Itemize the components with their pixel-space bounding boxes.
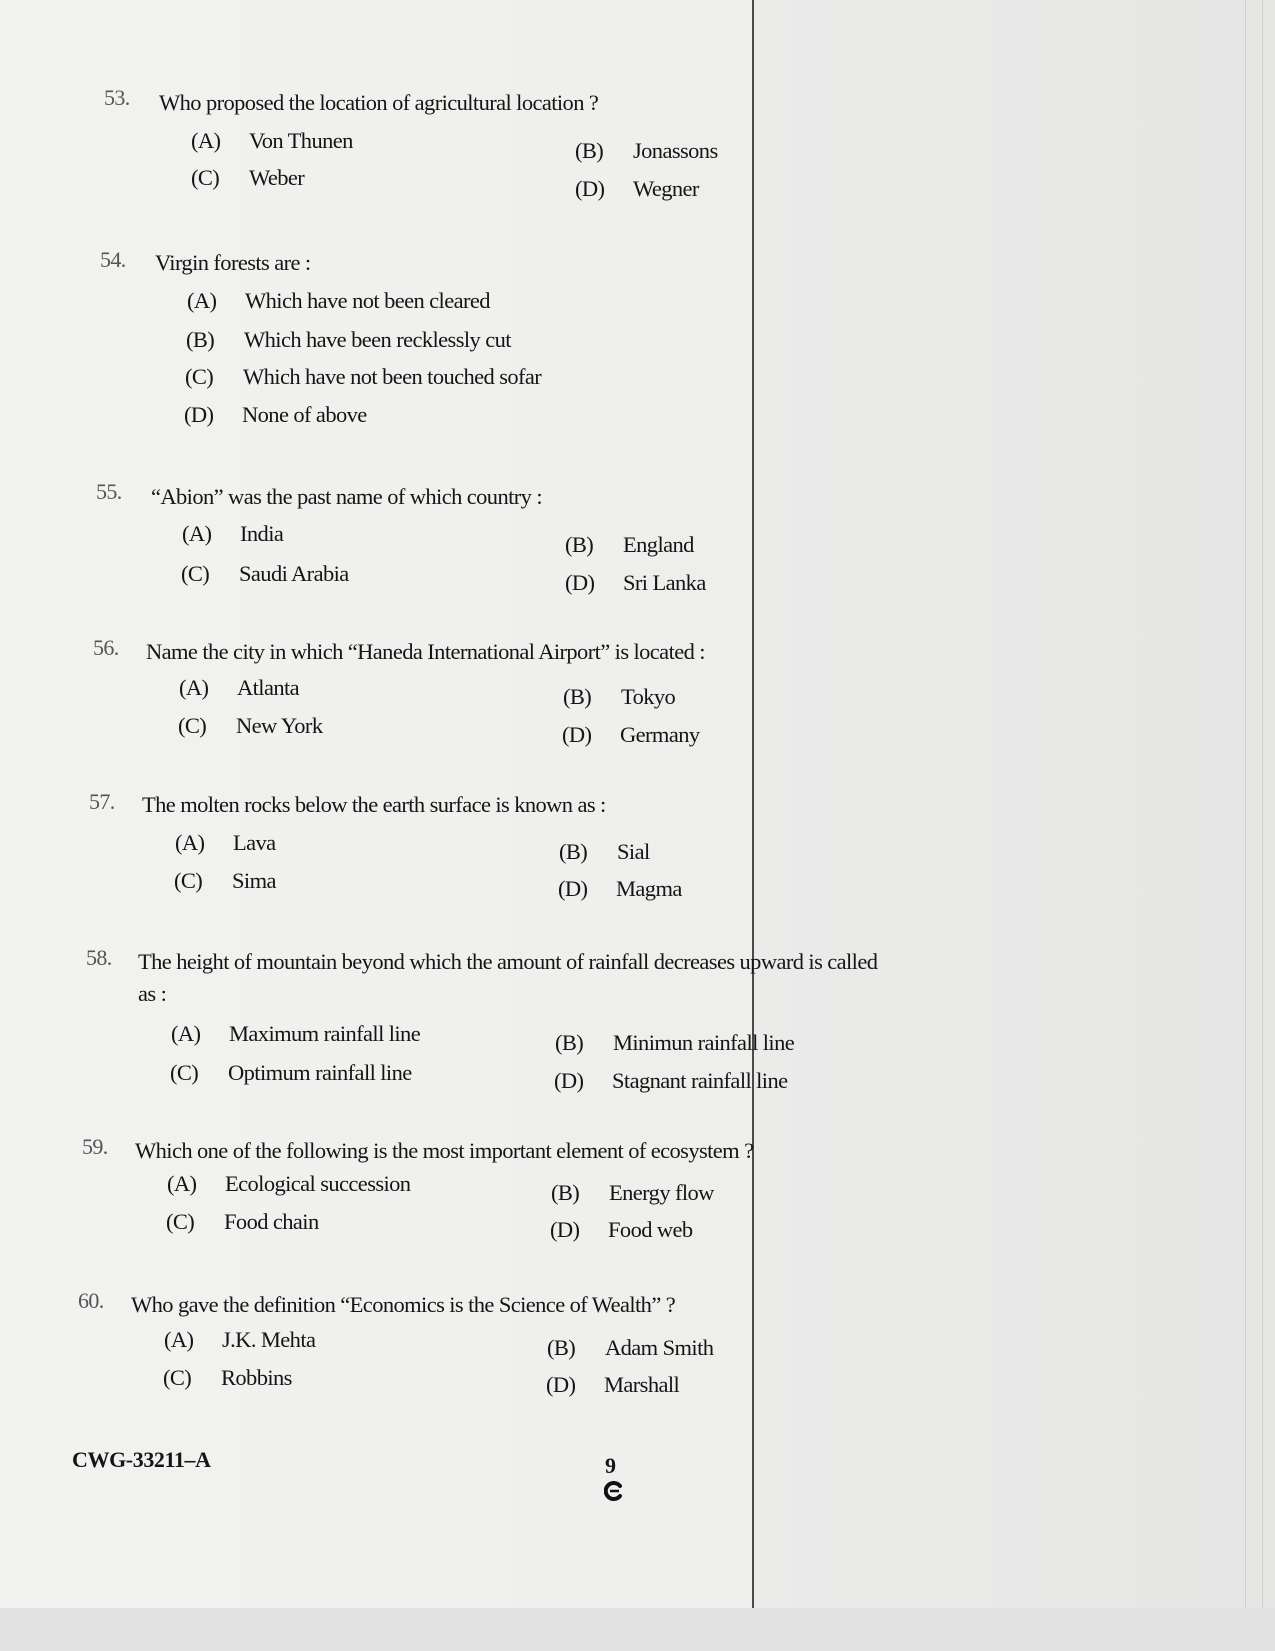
option-letter: (A) <box>191 128 221 153</box>
option-letter: (B) <box>559 839 588 864</box>
option-c <box>170 1060 412 1086</box>
question-number: 57. <box>89 789 115 814</box>
option-d <box>550 1217 693 1243</box>
option-c <box>185 364 541 390</box>
option-b <box>547 1335 713 1361</box>
question-text: The height of mountain beyond which the amount of rainfall decreases upward is called as : <box>138 949 878 1006</box>
option-text: Food web <box>608 1217 693 1242</box>
option-text: Optimum rainfall line <box>228 1060 412 1085</box>
option-letter: (D) <box>550 1217 580 1242</box>
option-letter: (B) <box>575 138 604 163</box>
option-letter: (B) <box>547 1335 576 1360</box>
option-text: Weber <box>249 165 305 190</box>
option-text: Wegner <box>633 176 699 201</box>
option-b <box>559 839 650 865</box>
option-text: Minimun rainfall line <box>613 1030 795 1055</box>
page-fold-line <box>752 0 754 1610</box>
option-text: Which have not been touched sofar <box>243 364 542 389</box>
option-b <box>551 1180 714 1206</box>
option-text: Marshall <box>604 1372 680 1397</box>
option-c <box>174 868 276 894</box>
option-a <box>182 521 283 547</box>
option-letter: (A) <box>182 521 212 546</box>
option-text: Sima <box>232 868 276 893</box>
option-letter: (A) <box>167 1171 197 1196</box>
option-text: Maximum rainfall line <box>229 1021 421 1046</box>
option-letter: (D) <box>575 176 605 201</box>
question-number: 53. <box>104 85 130 110</box>
question-number: 54. <box>100 247 126 272</box>
option-d <box>558 876 682 902</box>
option-text: Saudi Arabia <box>239 561 349 586</box>
option-text: Ecological succession <box>225 1171 411 1196</box>
option-letter: (A) <box>164 1327 194 1352</box>
option-text: Sri Lanka <box>623 570 706 595</box>
option-letter: (D) <box>554 1068 584 1093</box>
question-text: Virgin forests are : <box>155 250 311 275</box>
booklet-code: CWG-33211–A <box>72 1447 211 1472</box>
option-letter: (D) <box>184 402 214 427</box>
option-d <box>565 570 706 596</box>
option-text: Energy flow <box>609 1180 714 1205</box>
option-text: England <box>623 532 694 557</box>
option-letter: (B) <box>563 684 592 709</box>
option-letter: (A) <box>175 830 205 855</box>
option-c <box>191 165 304 191</box>
option-a <box>167 1171 410 1197</box>
question-text: The molten rocks below the earth surface is known as : <box>142 792 606 817</box>
option-letter: (C) <box>178 713 207 738</box>
option-d <box>575 176 699 202</box>
question-text: Who gave the definition “Economics is the Science of Wealth” ? <box>131 1292 676 1317</box>
option-c <box>181 561 349 587</box>
option-letter: (B) <box>186 327 215 352</box>
option-b <box>575 138 718 164</box>
option-text: None of above <box>242 402 367 427</box>
option-b <box>565 532 694 558</box>
option-text: J.K. Mehta <box>222 1327 316 1352</box>
option-a <box>175 830 276 856</box>
option-text: New York <box>236 713 323 738</box>
question-text: Who proposed the location of agricultural location ? <box>159 90 599 115</box>
option-c <box>166 1209 319 1235</box>
option-text: Stagnant rainfall line <box>612 1068 788 1093</box>
rough-work-panel <box>754 0 1275 1651</box>
option-letter: (A) <box>187 288 217 313</box>
option-text: Jonassons <box>633 138 718 163</box>
option-d <box>546 1372 679 1398</box>
option-letter: (D) <box>558 876 588 901</box>
option-a <box>191 128 353 154</box>
question-number: 55. <box>96 479 122 504</box>
page-number: 9 <box>605 1453 616 1478</box>
option-letter: (B) <box>555 1030 584 1055</box>
question-number: 56. <box>93 635 119 660</box>
option-letter: (D) <box>562 722 592 747</box>
option-letter: (C) <box>163 1365 192 1390</box>
option-text: Von Thunen <box>249 128 353 153</box>
option-text: Robbins <box>221 1365 292 1390</box>
page-edge-line <box>1245 0 1246 1651</box>
option-letter: (C) <box>185 364 214 389</box>
option-text: Tokyo <box>621 684 676 709</box>
option-d <box>184 402 367 428</box>
option-letter: (A) <box>179 675 209 700</box>
question-number: 59. <box>82 1134 108 1159</box>
option-letter: (B) <box>565 532 594 557</box>
option-text: Which have been recklessly cut <box>244 327 511 352</box>
option-d <box>554 1068 788 1094</box>
option-letter: (C) <box>181 561 210 586</box>
option-text: Atlanta <box>237 675 300 700</box>
option-text: Sial <box>617 839 650 864</box>
question-text: Which one of the following is the most important element of ecosystem ? <box>135 1138 754 1163</box>
question-number: 60. <box>78 1288 104 1313</box>
option-c <box>163 1365 292 1391</box>
option-a <box>171 1021 420 1047</box>
option-a <box>164 1327 315 1353</box>
option-d <box>562 722 700 748</box>
option-text: India <box>240 521 284 546</box>
question-text: “Abion” was the past name of which country : <box>151 484 542 509</box>
option-text: Food chain <box>224 1209 319 1234</box>
question-number: 58. <box>86 945 112 970</box>
option-letter: (C) <box>166 1209 195 1234</box>
option-b <box>563 684 675 710</box>
option-text: Magma <box>616 876 682 901</box>
option-text: Which have not been cleared <box>245 288 490 313</box>
option-letter: (C) <box>191 165 220 190</box>
option-b <box>186 327 511 353</box>
option-letter: (D) <box>546 1372 576 1397</box>
option-a <box>179 675 299 701</box>
option-a <box>187 288 490 314</box>
question-text: Name the city in which “Haneda International Airport” is located : <box>146 639 705 664</box>
option-letter: (A) <box>171 1021 201 1046</box>
option-letter: (C) <box>170 1060 199 1085</box>
option-letter: (B) <box>551 1180 580 1205</box>
page-edge-line <box>1262 0 1263 1651</box>
bottom-margin <box>0 1608 1275 1651</box>
option-letter: (C) <box>174 868 203 893</box>
option-text: Adam Smith <box>605 1335 714 1360</box>
option-b <box>555 1030 794 1056</box>
option-text: Germany <box>620 722 700 747</box>
option-c <box>178 713 322 739</box>
option-letter: (D) <box>565 570 595 595</box>
option-text: Lava <box>233 830 276 855</box>
c-logo-icon <box>604 1481 624 1501</box>
